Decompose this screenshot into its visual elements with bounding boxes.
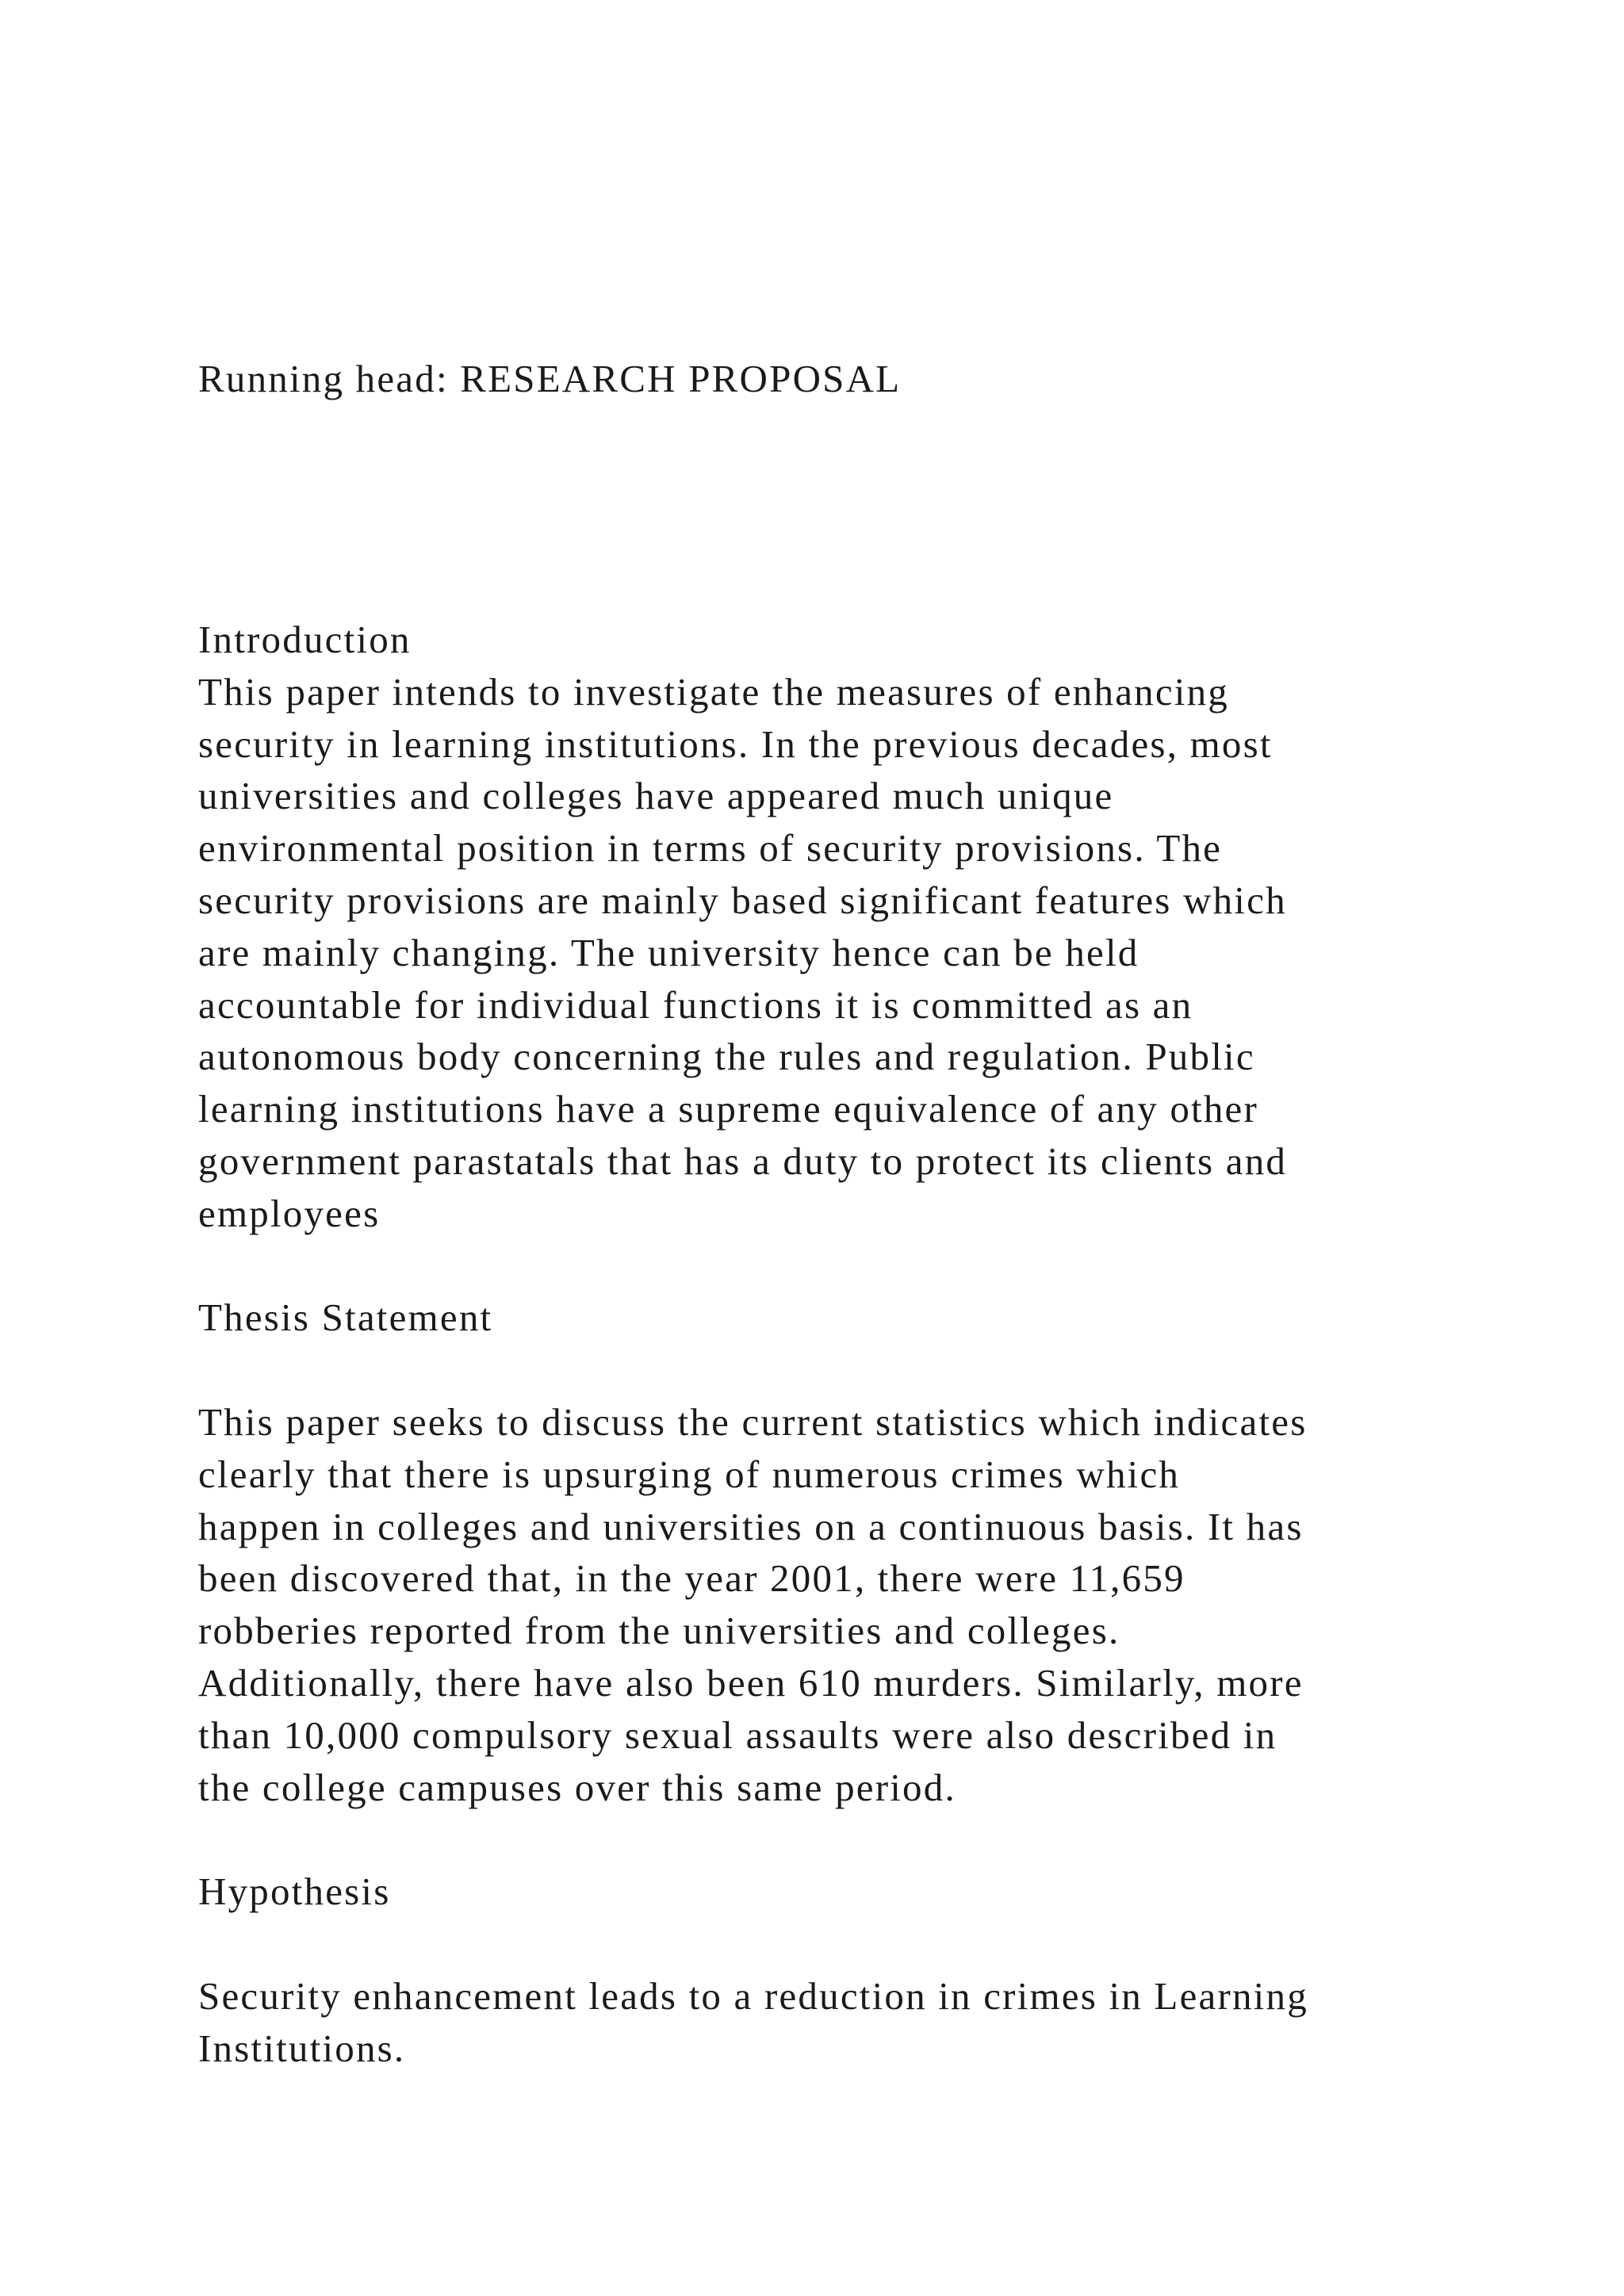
paragraph-line: environmental position in terms of security provisions. The — [198, 826, 1223, 871]
blank-line — [198, 1918, 1483, 1970]
paragraph-line: universities and colleges have appeared much unique — [198, 774, 1114, 818]
thesis-heading: Thesis Statement — [198, 1295, 493, 1340]
blank-line — [198, 1813, 1483, 1866]
body-text — [198, 614, 1483, 2074]
paragraph-line: Institutions. — [198, 2026, 406, 2070]
blank-line — [198, 1344, 1483, 1396]
paragraph-line: security in learning institutions. In the previous decades, most — [198, 721, 1273, 766]
paragraph-line: This paper seeks to discuss the current statistics which indicates — [198, 1399, 1308, 1444]
paragraph-line: employees — [198, 1191, 381, 1235]
hypothesis-heading: Hypothesis — [198, 1869, 391, 1914]
paragraph-line: been discovered that, in the year 2001, there were 11,659 — [198, 1556, 1185, 1601]
running-head: Running head: RESEARCH PROPOSAL — [198, 357, 902, 400]
blank-line — [198, 1240, 1483, 1292]
paragraph-line: Security enhancement leads to a reduction in crimes in Learning — [198, 1973, 1308, 2018]
paragraph-line: government parastatals that has a duty to protect its clients and — [198, 1138, 1288, 1183]
running-head-block — [198, 353, 1483, 405]
paragraph-line: the college campuses over this same period. — [198, 1765, 956, 1809]
paragraph-line: security provisions are mainly based significant features which — [198, 878, 1287, 922]
paragraph-line: clearly that there is upsurging of numerous crimes which — [198, 1452, 1181, 1496]
paragraph-line: autonomous body concerning the rules and regulation. Public — [198, 1035, 1255, 1079]
paragraph-line: accountable for individual functions it is committed as an — [198, 982, 1193, 1027]
paragraph-line: Additionally, there have also been 610 murders. Similarly, more — [198, 1660, 1304, 1705]
paragraph-line: happen in colleges and universities on a continuous basis. It has — [198, 1504, 1304, 1548]
paragraph-line: than 10,000 compulsory sexual assaults were also described in — [198, 1712, 1277, 1757]
introduction-heading: Introduction — [198, 618, 412, 661]
paragraph-line: robberies reported from the universities and colleges. — [198, 1609, 1120, 1653]
paragraph-line: are mainly changing. The university hence can be held — [198, 930, 1139, 974]
paragraph-line: learning institutions have a supreme equivalence of any other — [198, 1087, 1259, 1131]
paragraph-line: This paper intends to investigate the measures of enhancing — [198, 669, 1230, 714]
